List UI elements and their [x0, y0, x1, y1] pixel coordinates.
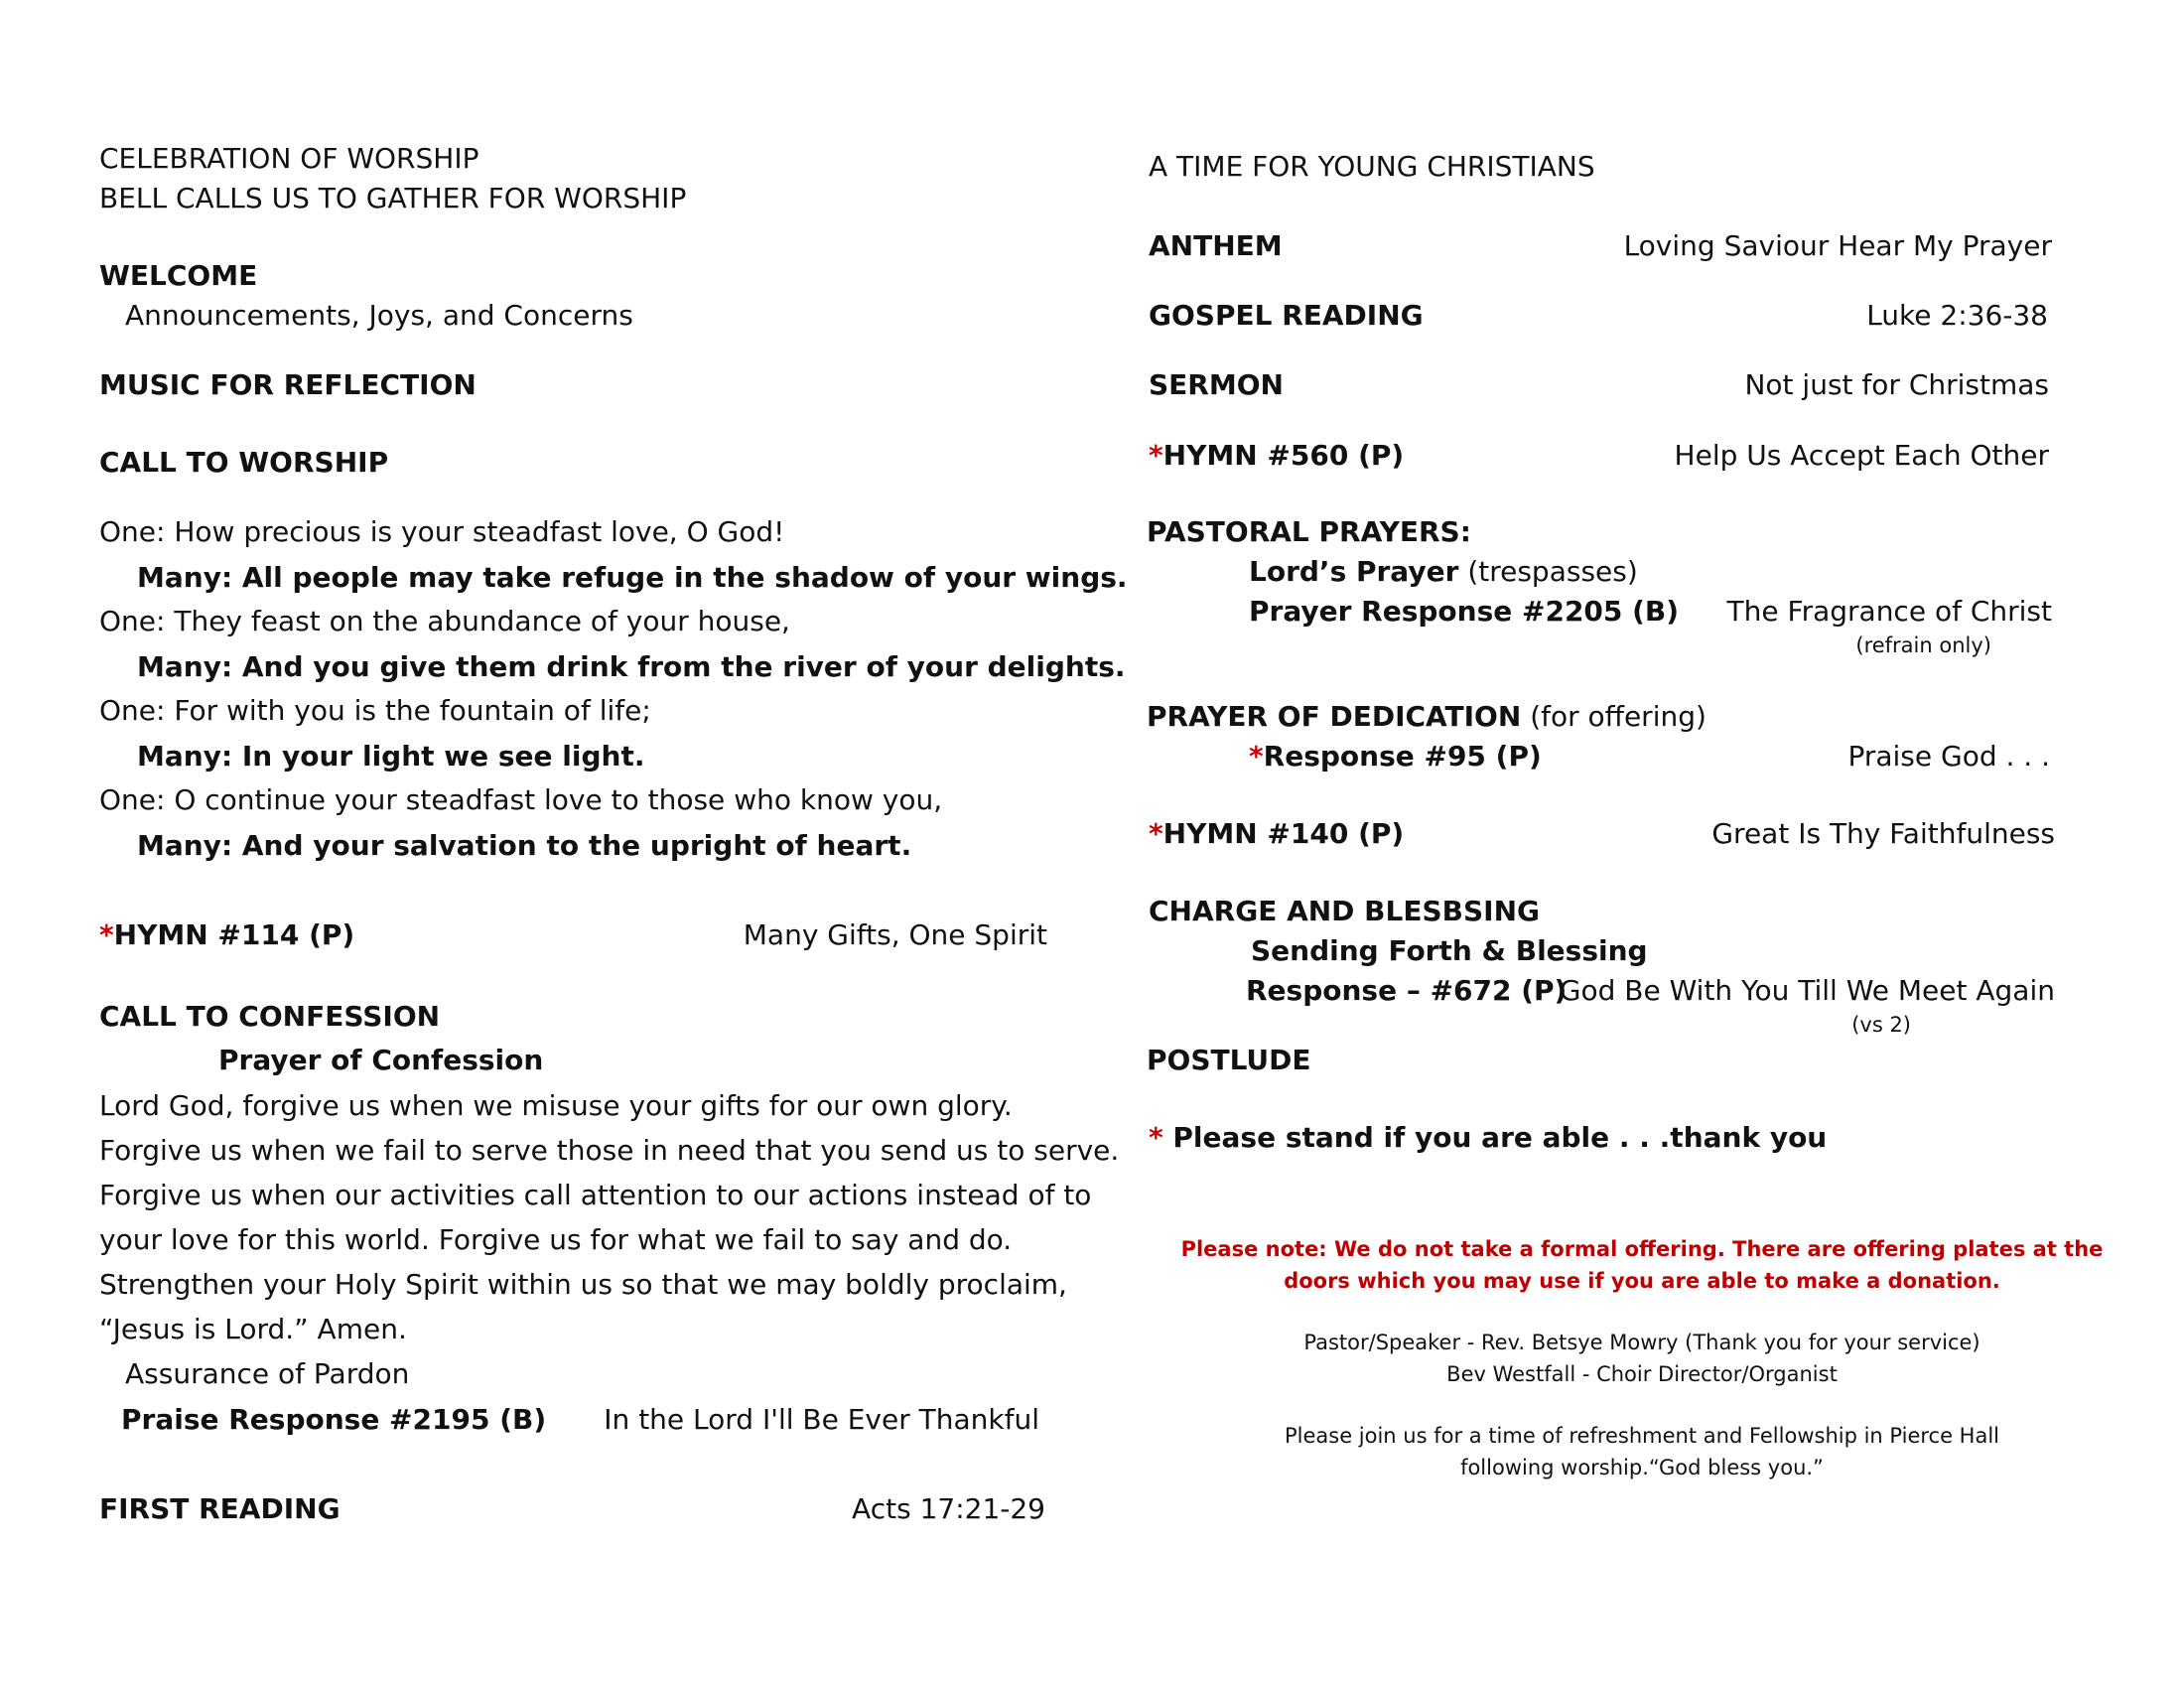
praise-response-title: In the Lord I'll Be Ever Thankful	[604, 1403, 1039, 1436]
litany-one-line: One: For with you is the fountain of life;	[99, 694, 651, 727]
confession-line: Lord God, forgive us when we misuse your gifts for our own glory.	[99, 1089, 1013, 1122]
prayer-response-label: Prayer Response #2205 (B)	[1249, 595, 1680, 628]
anthem-title: Loving Saviour Hear My Prayer	[1623, 229, 2052, 262]
young-christians-heading: A TIME FOR YOUNG CHRISTIANS	[1149, 150, 1595, 183]
postlude-heading: POSTLUDE	[1147, 1044, 1311, 1076]
fellowship-line: following worship.“God bless you.”	[1460, 1456, 1824, 1479]
litany-one-line: One: O continue your steadfast love to those who know you,	[99, 783, 943, 816]
response-672-label: Response – #672 (P)	[1246, 974, 1568, 1007]
litany-many-line: Many: In your light we see light.	[137, 740, 645, 773]
litany-many-line: Many: And your salvation to the upright of heart.	[137, 829, 912, 862]
stand-note: * Please stand if you are able . . .thank you	[1149, 1121, 1828, 1154]
assurance-heading: Assurance of Pardon	[125, 1357, 410, 1390]
prayer-response-note: (refrain only)	[1855, 633, 1991, 657]
hymn-560-title: Help Us Accept Each Other	[1674, 439, 2049, 472]
confession-line: Forgive us when we fail to serve those in need that you send us to serve.	[99, 1134, 1120, 1167]
hymn-140-title: Great Is Thy Faithfulness	[1711, 817, 2055, 850]
stand-asterisk: *	[1149, 439, 1163, 472]
stand-asterisk: *	[99, 918, 114, 951]
hymn-114-title: Many Gifts, One Spirit	[743, 918, 1047, 951]
music-reflection-heading: MUSIC FOR REFLECTION	[99, 368, 477, 401]
response-672-note: (vs 2)	[1851, 1013, 1911, 1037]
offering-note-line: doors which you may use if you are able to make a donation.	[1284, 1269, 2000, 1293]
confession-line: “Jesus is Lord.” Amen.	[99, 1313, 407, 1345]
call-to-confession-heading: CALL TO CONFESSION	[99, 1000, 441, 1033]
praise-response-label: Praise Response #2195 (B)	[121, 1403, 547, 1436]
fellowship-line: Please join us for a time of refreshment and Fellowship in Pierce Hall	[1284, 1424, 2000, 1448]
sermon-label: SERMON	[1149, 368, 1284, 401]
first-reading-label: FIRST READING	[99, 1492, 341, 1525]
hymn-114-label: *HYMN #114 (P)	[99, 918, 355, 951]
stand-asterisk: *	[1149, 1121, 1163, 1154]
dedication-line: PRAYER OF DEDICATION (for offering)	[1147, 700, 1706, 733]
stand-asterisk: *	[1149, 817, 1163, 850]
charge-heading: CHARGE AND BLESBSING	[1149, 895, 1540, 927]
confession-line: Strengthen your Holy Spirit within us so that we may boldly proclaim,	[99, 1268, 1067, 1301]
litany-many-line: Many: And you give them drink from the river of your delights.	[137, 650, 1126, 683]
bell-heading: BELL CALLS US TO GATHER FOR WORSHIP	[99, 182, 687, 214]
sermon-title: Not just for Christmas	[1744, 368, 2049, 401]
stand-asterisk: *	[1249, 740, 1264, 773]
confession-line: Forgive us when our activities call attention to our actions instead of to	[99, 1179, 1092, 1211]
first-reading-ref: Acts 17:21-29	[852, 1492, 1045, 1525]
hymn-140-label: *HYMN #140 (P)	[1149, 817, 1405, 850]
prayer-response-title: The Fragrance of Christ	[1726, 595, 2052, 628]
gospel-reading-ref: Luke 2:36-38	[1866, 299, 2048, 332]
response-672-title: God Be With You Till We Meet Again	[1559, 974, 2055, 1007]
service-title: CELEBRATION OF WORSHIP	[99, 142, 479, 175]
sending-forth-line: Sending Forth & Blessing	[1251, 934, 1648, 967]
response-95-label: *Response #95 (P)	[1249, 740, 1542, 773]
litany-one-line: One: They feast on the abundance of your house,	[99, 605, 790, 637]
lords-prayer-line: Lord’s Prayer (trespasses)	[1249, 555, 1638, 588]
announcements-line: Announcements, Joys, and Concerns	[125, 299, 633, 332]
offering-note-line: Please note: We do not take a formal offering. There are offering plates at the	[1180, 1237, 2104, 1261]
hymn-560-label: *HYMN #560 (P)	[1149, 439, 1405, 472]
confession-line: your love for this world. Forgive us for what we fail to say and do.	[99, 1223, 1013, 1256]
staff-pastor-line: Pastor/Speaker - Rev. Betsye Mowry (Thank you for your service)	[1303, 1331, 1980, 1354]
staff-organist-line: Bev Westfall - Choir Director/Organist	[1446, 1362, 1838, 1386]
prayer-of-confession-heading: Prayer of Confession	[218, 1044, 544, 1076]
gospel-reading-label: GOSPEL READING	[1149, 299, 1424, 332]
response-95-title: Praise God . . .	[1847, 740, 2050, 773]
welcome-heading: WELCOME	[99, 259, 258, 292]
call-to-worship-heading: CALL TO WORSHIP	[99, 446, 389, 479]
pastoral-prayers-heading: PASTORAL PRAYERS:	[1147, 515, 1471, 548]
litany-many-line: Many: All people may take refuge in the shadow of your wings.	[137, 561, 1128, 594]
litany-one-line: One: How precious is your steadfast love, O God!	[99, 515, 785, 548]
anthem-label: ANTHEM	[1149, 229, 1283, 262]
